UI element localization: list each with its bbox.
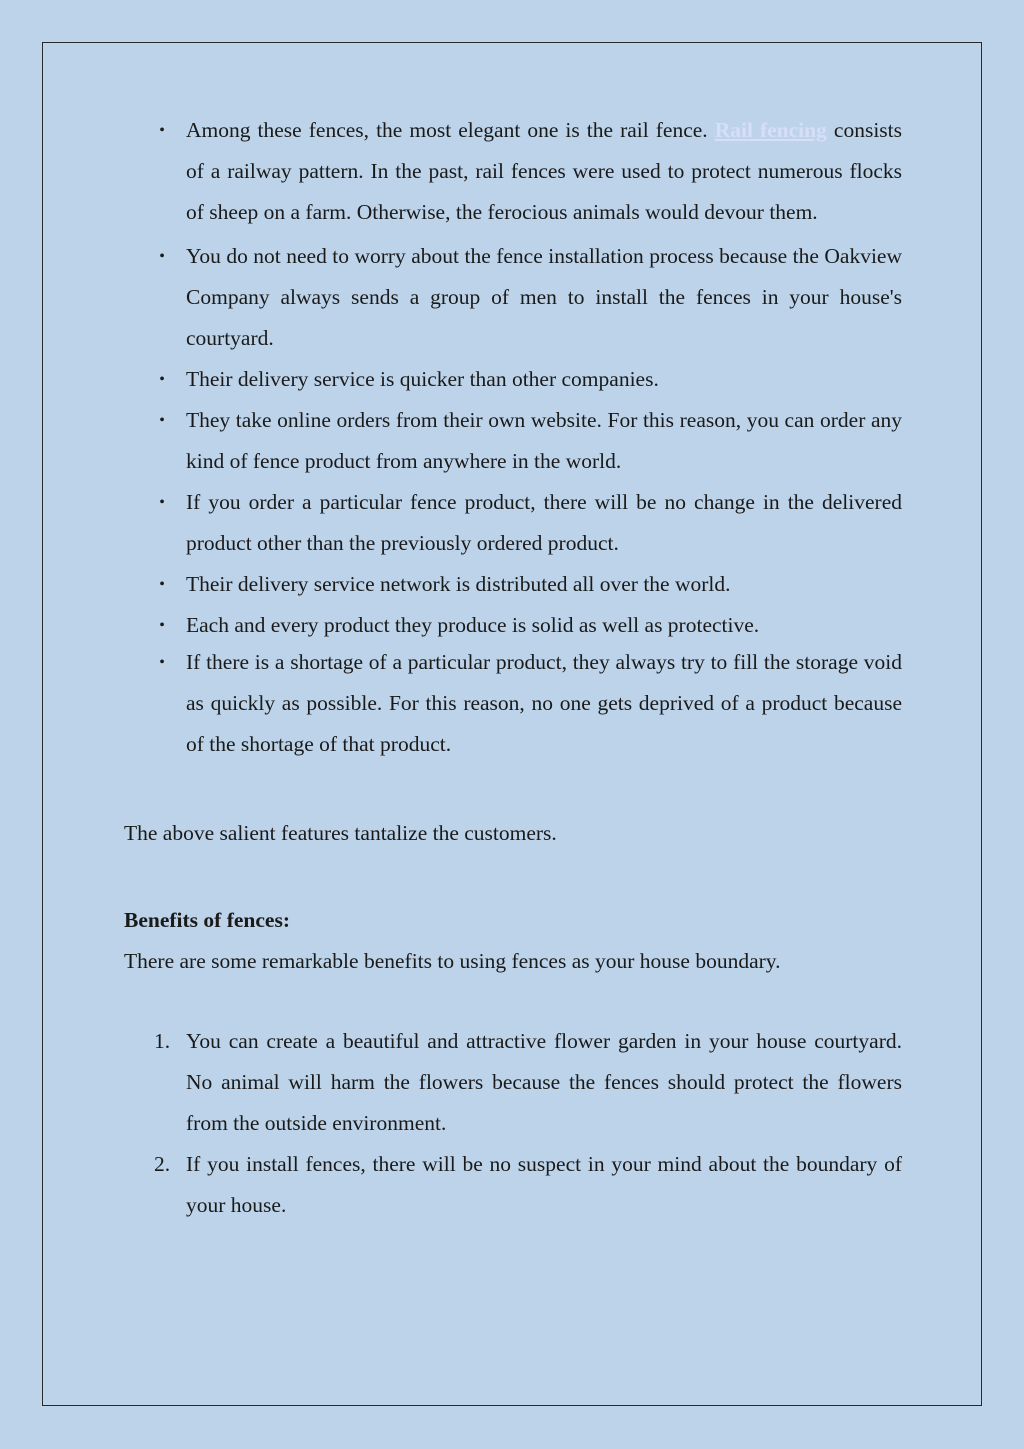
list-item <box>124 400 902 482</box>
list-item <box>124 642 902 765</box>
bullet-icon: • <box>159 494 165 511</box>
list-item-text: Their delivery service is quicker than other companies. <box>186 367 659 391</box>
benefits-heading: Benefits of fences: <box>124 908 290 932</box>
list-item-text: If you install fences, there will be no suspect in your mind about the boundary of your house. <box>186 1152 902 1217</box>
benefits-list <box>124 1021 902 1226</box>
bullet-icon: • <box>159 412 165 429</box>
list-item <box>124 605 902 646</box>
feature-list <box>124 110 902 765</box>
list-item-text: They take online orders from their own website. For this reason, you can order any kind of fence product from anywhere in the world. <box>186 408 902 473</box>
list-item <box>124 564 902 605</box>
list-item <box>124 1144 902 1226</box>
document-body <box>124 110 902 1226</box>
bullet-icon: • <box>159 248 165 265</box>
benefits-intro: There are some remarkable benefits to using fences as your house boundary. <box>124 949 781 973</box>
list-item-text: If you order a particular fence product, there will be no change in the delivered product other than the previously ordered product. <box>186 490 902 555</box>
list-item <box>124 1021 902 1144</box>
list-item-text: Among these fences, the most elegant one is the rail fence. <box>186 118 715 142</box>
list-item <box>124 236 902 359</box>
list-item-text: consists of a railway pattern. In the past, rail fences were used to protect numerous flocks of sheep on a farm. Otherwise, the ferocious animals would devour them. <box>186 118 903 224</box>
list-item-text: Each and every product they produce is solid as well as protective. <box>186 613 760 637</box>
list-item-text: Their delivery service network is distributed all over the world. <box>186 572 731 596</box>
list-number: 2. <box>153 1152 171 1176</box>
bullet-icon: • <box>159 371 165 388</box>
list-number: 1. <box>153 1029 171 1053</box>
list-item <box>124 482 902 564</box>
list-item <box>124 110 902 233</box>
list-item <box>124 359 902 400</box>
bullet-icon: • <box>159 617 165 634</box>
bullet-icon: • <box>159 654 165 671</box>
rail-fencing-link[interactable]: Rail fencing <box>714 118 827 142</box>
list-item-text: You can create a beautiful and attractive flower garden in your house courtyard. No animal will harm the flowers because the fences should protect the flowers from the outside environment. <box>186 1029 902 1135</box>
bullet-icon: • <box>159 122 165 139</box>
list-item-text: You do not need to worry about the fence installation process because the Oakview Company always sends a group of men to install the fences in your house's courtyard. <box>186 244 902 350</box>
summary-paragraph: The above salient features tantalize the customers. <box>124 821 557 845</box>
list-item-text: If there is a shortage of a particular product, they always try to fill the storage void as quickly as possible. For this reason, no one gets deprived of a product because of the shortage of that product. <box>186 650 902 756</box>
bullet-icon: • <box>159 576 165 593</box>
